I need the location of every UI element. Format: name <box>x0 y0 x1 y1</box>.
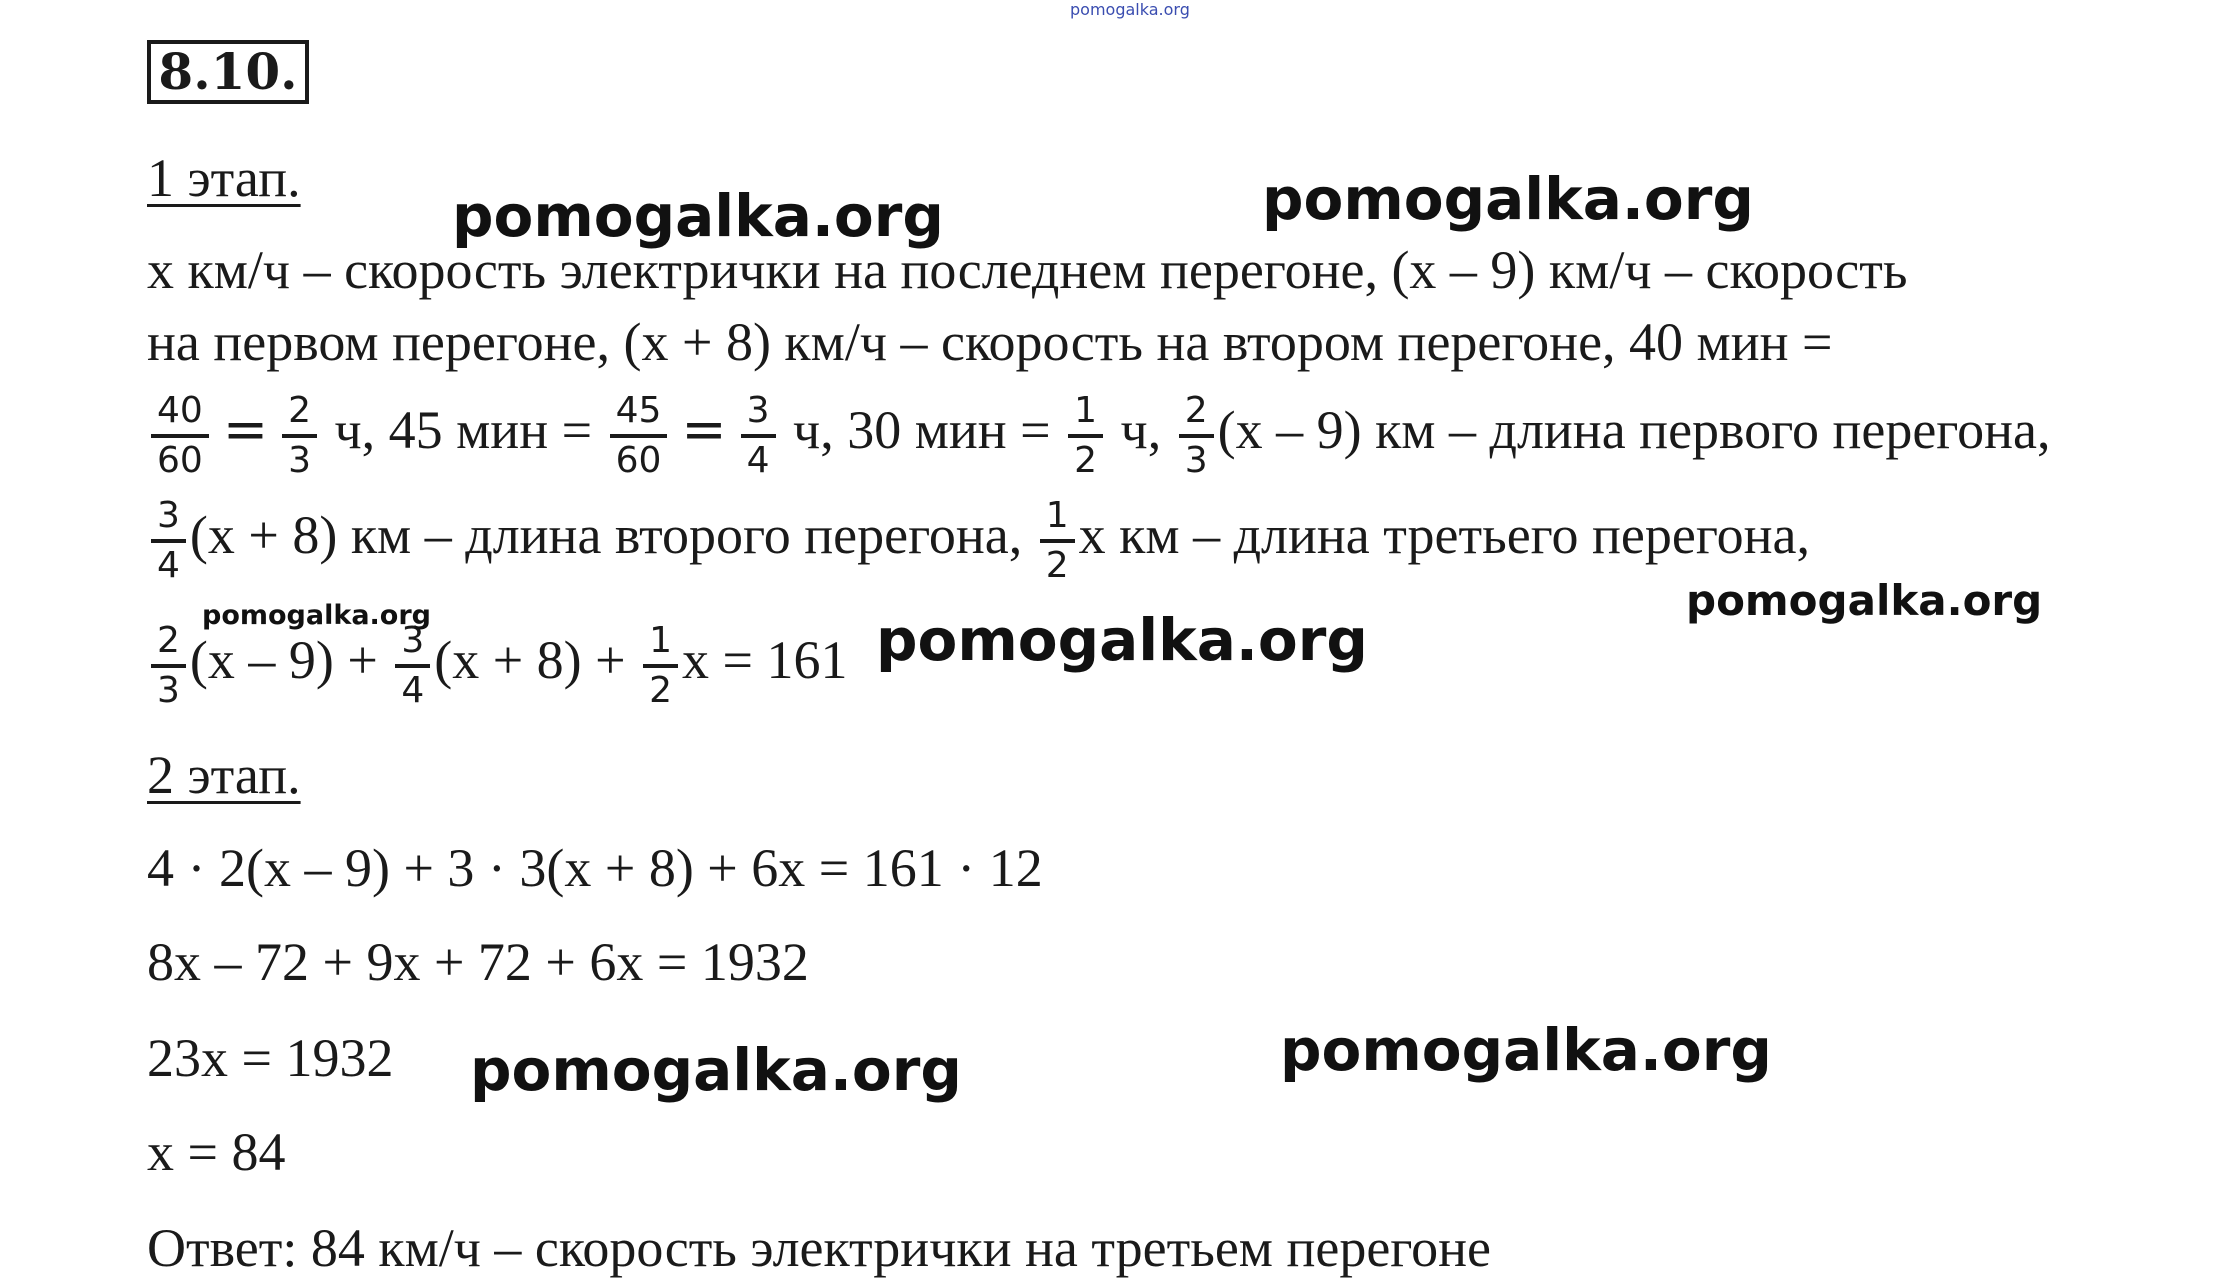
answer: Ответ: 84 км/ч – скорость электрички на третьем перегоне <box>147 1218 1491 1278</box>
fraction: $\frac{45}{60}$ <box>610 390 668 482</box>
stage1-line3: $\frac{40}{60}$ = $\frac{2}{3}$ ч, 45 мин = $\frac{45}{60}$ = $\frac{3}{4}$ ч, 30 мин = $\frac{1}{2}$ ч, $\frac{2}{3}$ (x – 9) км – длина первого перегона, <box>147 375 2050 485</box>
stage2-step: 4 · 2(x – 9) + 3 · 3(x + 8) + 6x = 161 · 12 <box>147 838 1043 898</box>
stage1-line1: x км/ч – скорость электрички на последнем перегоне, (x – 9) км/ч – скорость <box>147 240 1908 300</box>
watermark: pomogalka.org <box>470 1036 962 1104</box>
fraction: $\frac{3}{4}$ <box>395 620 430 712</box>
watermark: pomogalka.org <box>1686 576 2043 625</box>
stage2-title: 2 этап. <box>147 745 301 805</box>
fraction: $\frac{1}{2}$ <box>1040 495 1075 587</box>
fraction: $\frac{3}{4}$ <box>151 495 186 587</box>
watermark: pomogalka.org <box>1262 165 1754 233</box>
stage1-equation: $\frac{2}{3}$ (x – 9) + $\frac{3}{4}$ (x + 8) + $\frac{1}{2}$ x = 161 <box>147 605 847 715</box>
stage2-step: 23x = 1932 <box>147 1028 394 1088</box>
fraction: $\frac{2}{3}$ <box>151 620 186 712</box>
watermark: pomogalka.org <box>876 606 1368 674</box>
fraction: $\frac{3}{4}$ <box>741 390 776 482</box>
fraction: $\frac{2}{3}$ <box>282 390 317 482</box>
fraction: $\frac{1}{2}$ <box>643 620 678 712</box>
watermark: pomogalka.org <box>202 600 431 631</box>
problem-number: 8.10. <box>147 40 309 104</box>
watermark: pomogalka.org <box>1280 1016 1772 1084</box>
stage1-line2: на первом перегоне, (x + 8) км/ч – скорость на втором перегоне, 40 мин = <box>147 312 1833 372</box>
stage2-step: 8x – 72 + 9x + 72 + 6x = 1932 <box>147 932 809 992</box>
watermark: pomogalka.org <box>452 182 944 250</box>
stage2-step: x = 84 <box>147 1122 286 1182</box>
stage1-line4: $\frac{3}{4}$ (x + 8) км – длина второго перегона, $\frac{1}{2}$ x км – длина третьего перегона, <box>147 480 1810 590</box>
fraction: $\frac{40}{60}$ <box>151 390 209 482</box>
fraction: $\frac{1}{2}$ <box>1068 390 1103 482</box>
fraction: $\frac{2}{3}$ <box>1179 390 1214 482</box>
stage1-title: 1 этап. <box>147 148 301 208</box>
top-watermark: pomogalka.org <box>1070 0 1190 19</box>
